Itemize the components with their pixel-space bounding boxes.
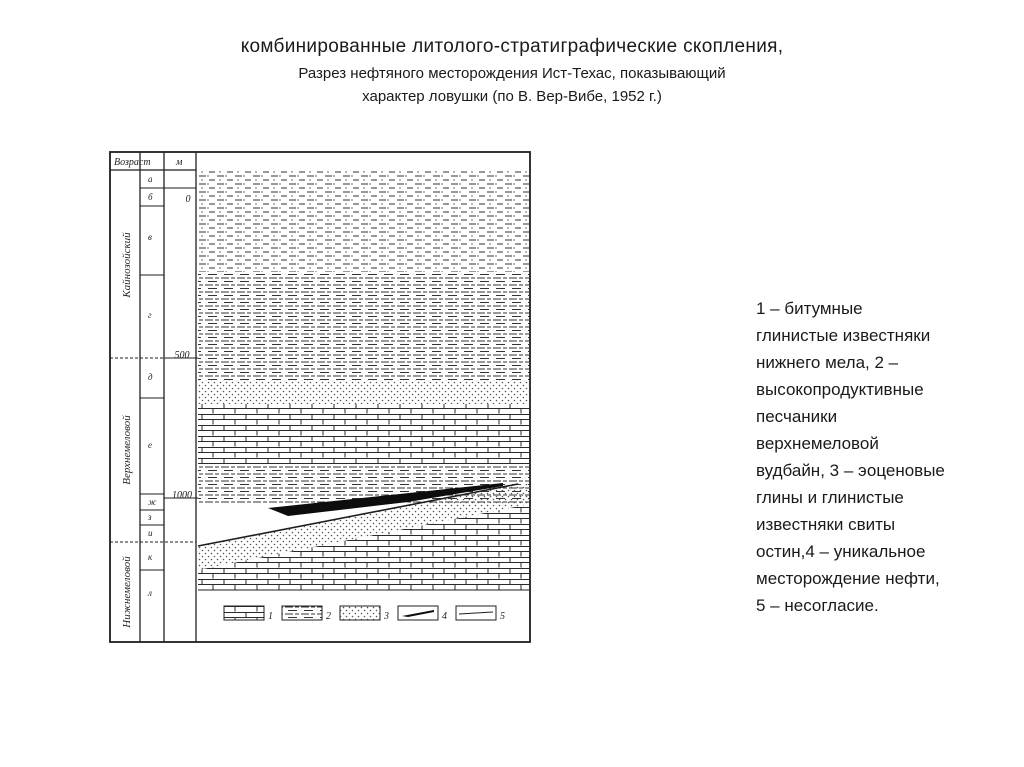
era-label-cenozoic: Кайнозойский	[121, 232, 133, 298]
unit-letter: а	[148, 174, 153, 184]
layer-limestone-austin	[198, 404, 530, 464]
legend-swatch-1	[224, 606, 264, 620]
geologic-section	[108, 150, 538, 650]
depth-label-0: 0	[185, 194, 191, 205]
legend-swatch-2	[282, 606, 322, 620]
header-depth-label: м	[176, 157, 183, 168]
legend-number: 2	[326, 611, 331, 622]
depth-label-1000: 1000	[172, 490, 192, 501]
legend-number: 1	[268, 611, 273, 622]
legend-number: 3	[384, 611, 389, 622]
layer-sand	[198, 380, 530, 404]
unit-letter: д	[148, 372, 153, 382]
era-label-lower-cretaceous: Нижнемеловой	[121, 556, 133, 628]
unit-letter: з	[148, 512, 152, 522]
depth-label-500: 500	[174, 350, 190, 361]
unit-letter: л	[148, 588, 152, 598]
legend-swatch-3	[340, 606, 380, 620]
unit-letter: г	[148, 310, 152, 320]
unit-letter: б	[148, 192, 153, 202]
geologic-section-figure	[108, 150, 538, 655]
era-label-upper-cretaceous: Верхнемеловой	[121, 415, 133, 485]
slide-title: комбинированные литолого-стратиграфические скопления,	[240, 36, 784, 57]
layer-shale	[198, 272, 530, 380]
unit-letter: ж	[148, 497, 157, 507]
slide-subtitle: Разрез нефтяного месторождения Ист-Техас, показывающий характер ловушки (по В. Вер-Вибе, 1952 г.)	[298, 65, 726, 105]
legend-number: 4	[442, 611, 447, 622]
unit-letter: в	[148, 232, 152, 242]
unit-letter: е	[148, 440, 152, 450]
layer-sandy-clays	[198, 170, 530, 272]
header-age-label: Возраст	[114, 157, 151, 168]
legend-number: 5	[500, 611, 505, 622]
legend-description: 1 – битумные глинистые известняки нижнего мела, 2 – высокопродуктивные песчаники верхнемеловой вудбайн, 3 – эоценовые глины и глинистые известняки свиты остин,4 – уникальное месторождение нефти, 5 – несогласие.	[756, 299, 945, 615]
unit-letter: и	[148, 528, 153, 538]
unit-letter: к	[148, 552, 153, 562]
